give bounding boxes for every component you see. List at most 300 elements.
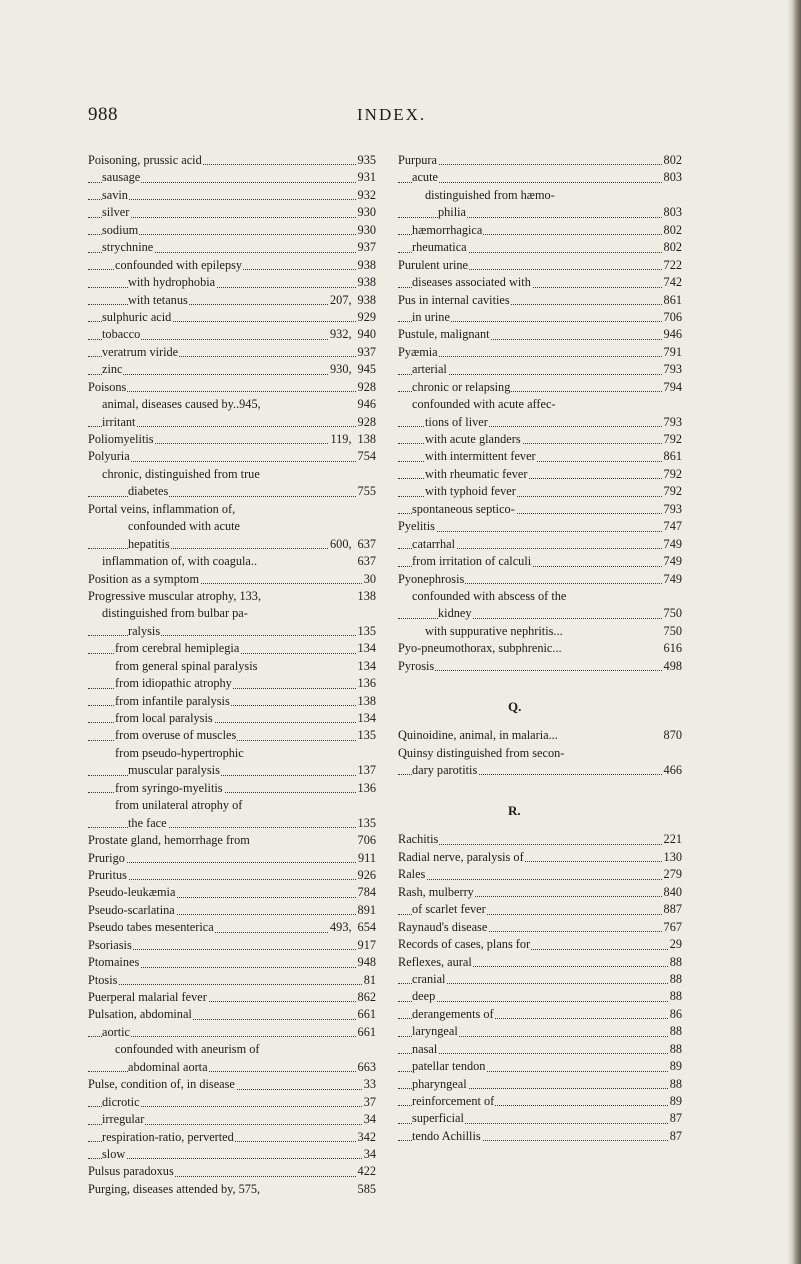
page-reference [357,640,376,657]
page-reference-number: 891 [357,902,376,917]
index-term: irregular [102,1112,145,1127]
page-number: 988 [88,104,118,125]
page-reference [663,866,682,883]
index-entry [398,257,682,274]
index-entry [88,954,376,971]
index-term: Pulsation, abdominal [88,1007,192,1022]
page-reference-number: 937 [357,344,376,359]
index-entry [88,222,376,239]
index-entry [398,518,682,535]
index-term: with hydrophobia [128,275,216,290]
page-reference [669,1110,682,1127]
page-reference [357,884,376,901]
index-entry [88,448,376,465]
index-term: confounded with abscess of the [412,588,567,603]
dot-leader [398,878,682,880]
index-entry [398,187,682,204]
page-reference-number: 137 [357,763,376,778]
index-entry [398,884,682,901]
page-reference-number: 498 [663,658,682,673]
index-entry [88,727,376,744]
page-reference-number: 34 [363,1112,376,1127]
index-entry [398,536,682,553]
page-reference-number: 946 [357,397,376,412]
dot-leader [398,1000,682,1002]
page-reference [663,727,682,744]
index-entry [88,815,376,832]
page-reference [357,1059,376,1076]
index-entry [88,850,376,867]
book-edge-shadow [787,0,801,1264]
page-reference [663,536,682,553]
index-term: Poisoning, prussic acid [88,153,202,167]
left-index-column [88,152,376,1198]
page-reference [669,1023,682,1040]
page-reference-number: 138 [357,588,376,603]
page-reference-first: 932, [330,327,352,342]
index-term: Purpura [398,153,437,167]
dot-leader [398,530,682,532]
index-entry [398,396,682,413]
page-reference-number: 931 [357,170,376,185]
page-reference [363,1146,376,1163]
page-reference-number: 792 [663,432,682,446]
page-reference [357,815,376,832]
index-entry [398,1041,682,1058]
page-reference-first: 493, [330,920,352,935]
index-term: strychnine [102,240,154,255]
index-entry [88,518,376,535]
page-reference [663,553,682,570]
index-entry [398,605,682,622]
index-term: confounded with acute affec- [412,397,556,412]
index-term: laryngeal [412,1024,458,1039]
index-entry [398,623,682,640]
index-entry [398,1076,682,1093]
index-term: aortic [102,1024,130,1039]
index-term: Pyæmia [398,344,438,359]
index-term: hepatitis [128,536,170,551]
index-entry [88,169,376,186]
index-entry [88,187,376,204]
index-entry [88,1181,376,1198]
page-reference [669,1006,682,1023]
index-entry [398,571,682,588]
index-term: nasal [412,1041,438,1056]
page-reference-number: 88 [669,1076,682,1091]
index-term: inflammation of, with coagula.. [102,554,258,569]
index-term: Progressive muscular atrophy, 133, [88,588,262,603]
index-term: muscular paralysis [128,763,220,778]
page-reference-number: 940 [357,327,376,342]
index-term: Reflexes, aural [398,954,472,969]
page-reference-number: 89 [669,1094,682,1108]
page-reference-number: 136 [357,780,376,795]
index-entry [88,605,376,622]
dot-leader [398,355,682,357]
page-reference-number: 663 [357,1059,376,1074]
index-term: acute [412,170,438,185]
page-reference-number: 862 [357,990,376,1004]
page-reference-number: 767 [663,919,682,934]
page-reference [357,553,376,570]
index-entry [88,274,376,291]
page-reference-number: 279 [663,867,682,882]
index-term: tobacco [102,327,141,342]
page-reference-number: 747 [663,519,682,534]
index-term: with suppurative nephritis... [425,623,563,638]
page-reference [669,936,682,953]
dot-leader [88,1157,376,1159]
page-reference [663,658,682,675]
index-entry [88,483,376,500]
index-entry [88,832,376,849]
page-reference-number: 37 [363,1094,376,1109]
index-term: savin [102,187,128,202]
index-entry [398,1058,682,1075]
index-entry [398,658,682,675]
index-term: Polyuria [88,449,130,464]
index-term: of scarlet fever [412,902,486,917]
index-term: with acute glanders [425,432,521,446]
page-reference [363,972,376,989]
index-term: dicrotic [102,1094,140,1109]
index-entry [88,1006,376,1023]
index-term: from syringo-myelitis [115,780,223,795]
index-entry [88,431,376,448]
index-entry [88,640,376,657]
page-reference [663,309,682,326]
dot-leader [88,198,376,200]
page-reference [663,257,682,274]
index-term: veratrum viride [102,344,179,359]
page-reference-number: 754 [357,449,376,464]
index-entry [398,762,682,779]
page-reference-number: 706 [357,833,376,848]
page-reference-number: 422 [357,1164,376,1179]
index-term: Rachitis [398,832,439,847]
index-entry [398,414,682,431]
page-reference [663,431,682,448]
index-term: tions of liver [425,414,488,429]
index-entry [398,169,682,186]
index-term: Purging, diseases attended by, 575, [88,1181,261,1196]
page-reference-number: 948 [357,955,376,970]
page-reference-number: 792 [663,484,682,499]
page-reference-number: 637 [357,536,376,551]
index-term: patellar tendon [412,1059,486,1074]
index-entry [398,466,682,483]
index-term: arterial [412,362,447,377]
index-term: irritant [102,414,136,429]
index-entry [398,239,682,256]
page-reference [663,466,682,483]
page-reference [663,379,682,396]
index-term: Rales [398,867,426,882]
index-term: Raynaud's disease [398,919,488,934]
page-reference-number: 88 [669,954,682,969]
section-letter [398,675,682,727]
page-reference-number: 911 [358,850,376,865]
index-term: ralysis [128,623,161,638]
page-reference-number: 946 [663,327,682,342]
index-term: deep [412,989,436,1004]
index-entry [88,204,376,221]
page-header [0,104,801,132]
dot-leader [398,163,682,165]
page-reference-number: 706 [663,309,682,324]
index-entry [88,152,376,169]
index-entry [398,361,682,378]
page-reference-number: 138 [357,432,376,446]
page-reference-number: 803 [663,170,682,185]
page-reference [669,954,682,971]
page-reference [357,204,376,221]
page-reference [357,954,376,971]
index-entry [398,204,682,221]
index-entry [88,379,376,396]
page-reference-number: 87 [669,1128,682,1143]
index-entry [88,536,376,553]
page-reference-number: 935 [357,153,376,167]
page-reference-number: 926 [357,867,376,882]
index-entry [398,274,682,291]
index-entry [88,588,376,605]
index-entry [88,1076,376,1093]
page-reference [357,169,376,186]
index-term: Pseudo-scarlatina [88,902,175,917]
dot-leader [88,861,376,863]
index-entry [398,901,682,918]
index-term: reinforcement of [412,1094,495,1108]
page-reference [663,414,682,431]
index-term: Psoriasis [88,937,132,952]
index-term: philia [438,205,467,220]
page-reference [363,1111,376,1128]
index-term: Pus in internal cavities [398,292,510,307]
page-reference [357,222,376,239]
page-reference-number: 929 [357,309,376,324]
page-reference [357,379,376,396]
page-reference [663,239,682,256]
index-term: silver [102,205,130,220]
index-entry [88,902,376,919]
index-entry [398,344,682,361]
index-entry [88,1059,376,1076]
page-reference [363,571,376,588]
index-term: Pseudo-leukæmia [88,885,176,900]
index-term: derangements of [412,1006,494,1021]
page-reference [357,780,376,797]
index-term: from general spinal paralysis [115,658,258,673]
dot-leader [88,460,376,462]
index-entry [88,675,376,692]
index-entry [88,884,376,901]
page-reference-number: 136 [357,676,376,691]
index-term: Prostate gland, hemorrhage from [88,833,250,848]
page-reference-number: 135 [357,728,376,743]
dot-leader [398,669,682,671]
index-term: confounded with aneurism of [115,1042,260,1057]
index-term: Poliomyelitis [88,432,154,446]
dot-leader [88,1035,376,1037]
page-reference [663,448,682,465]
index-term: spontaneous septico- [412,501,515,516]
index-entry [88,1146,376,1163]
index-entry [398,431,682,448]
index-entry [88,797,376,814]
index-term: Position as a symptom [88,571,200,586]
index-term: Rash, mulberry [398,884,474,899]
index-term: diseases associated with [412,275,531,290]
page-reference [357,1129,376,1146]
page-reference [663,605,682,622]
page-reference-number: 928 [357,379,376,394]
index-term: abdominal aorta [128,1059,208,1074]
index-entry [398,448,682,465]
index-term: Pustule, malignant [398,327,490,342]
index-entry [88,710,376,727]
page-reference-number: 654 [357,920,376,935]
page-reference-number: 917 [357,937,376,952]
page-reference-number: 802 [663,222,682,237]
page-reference [357,239,376,256]
index-entry [398,222,682,239]
index-entry [398,379,682,396]
page-reference [357,675,376,692]
page-reference-number: 134 [357,711,376,725]
index-entry [88,1094,376,1111]
page-reference-number: 342 [357,1129,376,1144]
page-reference-number: 793 [663,501,682,516]
page-reference-number: 930 [357,205,376,220]
index-term: with rheumatic fever [425,466,528,481]
page-reference [663,222,682,239]
index-term: distinguished from bulbar pa- [102,606,248,621]
page-reference-number: 81 [363,972,376,987]
page-reference-number: 938 [357,275,376,290]
page-reference [357,902,376,919]
page-reference [663,344,682,361]
index-term: Purulent urine [398,257,469,272]
index-entry [88,414,376,431]
page-reference [329,536,376,553]
index-entry [88,501,376,518]
index-entry [398,640,682,657]
page-title: INDEX. [357,105,427,124]
index-term: cranial [412,971,446,986]
page-reference-number: 930 [357,222,376,237]
page-reference [357,309,376,326]
index-entry [88,396,376,413]
page-reference [669,1041,682,1058]
index-entry [88,989,376,1006]
index-term: Ptomaines [88,955,140,970]
index-entry [398,326,682,343]
page-reference [357,187,376,204]
page-reference-number: 755 [357,484,376,499]
index-entry [88,623,376,640]
page-reference [357,414,376,431]
page-reference-number: 928 [357,414,376,429]
index-term: Prurigo [88,850,125,865]
index-entry [398,727,682,744]
page-reference [663,152,682,169]
page-reference-number: 138 [357,693,376,708]
index-entry [88,762,376,779]
index-term: Records of cases, plans for [398,937,531,952]
page-reference [663,274,682,291]
dot-leader [88,983,376,985]
index-term: zinc [102,362,123,377]
page-reference [669,1076,682,1093]
index-term: from irritation of calculi [412,554,532,569]
right-index-column [398,152,682,1145]
index-term: slow [102,1146,126,1161]
index-term: from idiopathic atrophy [115,676,232,691]
index-entry [88,658,376,675]
page-reference [357,832,376,849]
index-entry [88,919,376,936]
page-reference [357,1024,376,1041]
page-reference-number: 135 [357,815,376,830]
page-reference-number: 861 [663,449,682,464]
page-reference-number: 585 [357,1181,376,1196]
index-term: with intermittent fever [425,449,536,464]
page-reference-number: 33 [363,1077,376,1092]
index-term: Pyelitis [398,519,435,534]
dot-leader [88,216,376,218]
index-entry [398,588,682,605]
index-entry [88,466,376,483]
index-term: dary parotitis [412,763,478,777]
page-reference [663,483,682,500]
index-term: Pruritus [88,867,127,882]
page-reference [357,274,376,291]
page-reference-number: 870 [663,728,682,743]
page-reference-number: 749 [663,536,682,551]
index-entry [88,571,376,588]
index-term: respiration-ratio, perverted [102,1129,234,1144]
dot-leader [398,843,682,845]
page-reference [329,292,376,309]
page-reference [663,901,682,918]
page-reference [357,588,376,605]
page-reference [663,326,682,343]
index-term: Pulse, condition of, in disease [88,1077,235,1092]
page-reference-number: 466 [663,763,682,777]
index-term: Quinoidine, animal, in malaria... [398,728,558,743]
page-reference-number: 887 [663,902,682,917]
page-reference-number: 793 [663,362,682,377]
page-reference [357,693,376,710]
page-reference [357,448,376,465]
page-reference-number: 791 [663,344,682,359]
index-entry [88,693,376,710]
index-entry [398,936,682,953]
index-entry [398,971,682,988]
index-term: kidney [438,606,472,621]
index-entry [88,292,376,309]
index-term: Portal veins, inflammation of, [88,501,236,516]
page-reference [363,1076,376,1093]
page-reference [663,571,682,588]
index-entry [398,1023,682,1040]
index-term: Radial nerve, paralysis of [398,849,524,864]
index-entry [88,745,376,762]
page-reference-number: 130 [663,849,682,864]
page-reference-first: 119, [330,432,352,446]
